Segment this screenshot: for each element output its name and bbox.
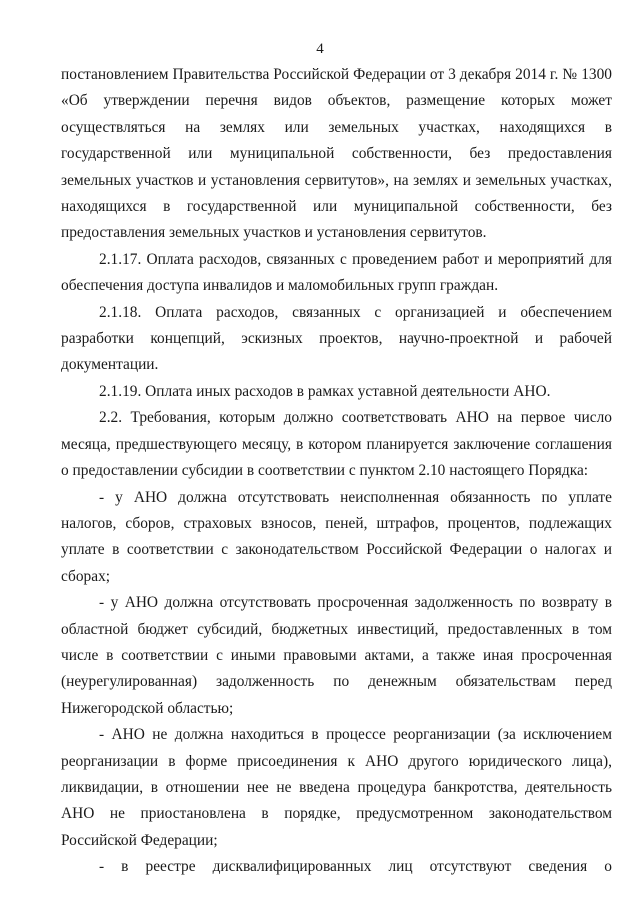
requirement-item-reorganization: - АНО не должна находиться в процессе реорганизации (за исключением реорганизации в форме присоединения к АНО другого юридического лица), ликвидации, в отношении нее не введена процедура банкротства, деятельность АНО не приостановлена в порядке, предусмотренном законодательством Российской Федерации;	[61, 726, 612, 849]
paragraph-continuation: постановлением Правительства Российской Федерации от 3 декабря 2014 г. № 1300 «Об утверждении перечня видов объектов, размещение которых может осуществляться на землях или земельных участках, находящихся в государственной или муниципальной собственности, без предоставления земельных участков и установления сервитутов», на землях и земельных участках, находящихся в государственной или муниципальной собственности, без предоставления земельных участков и установления сервитутов.	[61, 66, 612, 242]
paragraph-2-1-18: 2.1.18. Оплата расходов, связанных с организацией и обеспечением разработки концепций, эскизных проектов, научно-проектной и рабочей документации.	[61, 303, 612, 374]
requirement-item-debts: - у АНО должна отсутствовать просроченная задолженность по возврату в областной бюджет субсидий, бюджетных инвестиций, предоставленных в том числе в соответствии с иными правовыми актами, а также иная просроченная (неурегулированная) задолженность по денежным обязательствам перед Нижегородской областью;	[61, 594, 612, 717]
paragraph-2-1-17: 2.1.17. Оплата расходов, связанных с проведением работ и мероприятий для обеспечения доступа инвалидов и маломобильных групп граждан.	[61, 250, 612, 295]
paragraph-2-1-19: 2.1.19. Оплата иных расходов в рамках уставной деятельности АНО.	[99, 382, 551, 400]
page-number: 4	[316, 41, 324, 57]
requirement-item-taxes: - у АНО должна отсутствовать неисполненная обязанность по уплате налогов, сборов, страховых взносов, пеней, штрафов, процентов, подлежащих уплате в соответствии с законодательством Российской Федерации о налогах и сборах;	[61, 488, 612, 585]
requirement-item-disqualified-registry: - в реестре дисквалифицированных лиц отсутствуют сведения о	[99, 858, 612, 876]
paragraph-2-2: 2.2. Требования, которым должно соответствовать АНО на первое число месяца, предшествующего месяцу, в котором планируется заключение соглашения о предоставлении субсидии в соответствии с пунктом 2.10 настоящего Порядка:	[61, 409, 612, 480]
document-body	[61, 62, 612, 881]
